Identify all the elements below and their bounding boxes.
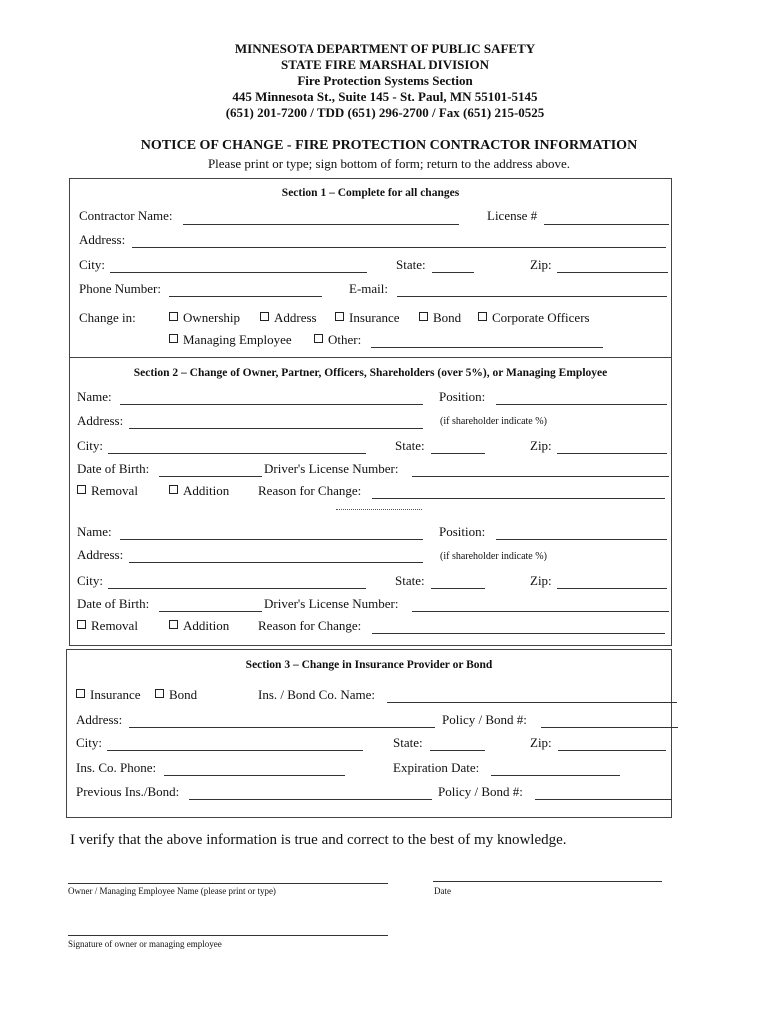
removal-label: Removal xyxy=(91,483,138,498)
person2-city-field[interactable] xyxy=(108,588,366,589)
verification-statement: I verify that the above information is true and correct to the best of my knowledge. xyxy=(70,832,567,848)
ownership-checkbox[interactable] xyxy=(169,310,240,326)
corporate-officers-label: Corporate Officers xyxy=(492,310,590,325)
s3-address-label: Address: xyxy=(76,712,123,727)
person1-reason-field[interactable] xyxy=(372,498,665,499)
license-label: License # xyxy=(487,208,538,223)
person2-shareholder-note: (if shareholder indicate %) xyxy=(440,551,547,562)
insurance-checkbox[interactable] xyxy=(76,687,141,703)
addition-label: Addition xyxy=(183,618,230,633)
bond-label: Bond xyxy=(169,687,198,702)
change-in-label: Change in: xyxy=(79,310,136,325)
person1-dob-label: Date of Birth: xyxy=(77,461,150,476)
checkbox-icon xyxy=(260,312,269,321)
person1-dob-field[interactable] xyxy=(159,476,262,477)
address-label: Address: xyxy=(79,232,126,247)
person1-position-label: Position: xyxy=(439,389,486,404)
address-checkbox[interactable] xyxy=(260,310,317,326)
person2-dob-label: Date of Birth: xyxy=(77,596,150,611)
phone-label: Phone Number: xyxy=(79,281,161,296)
person1-reason-label: Reason for Change: xyxy=(258,483,362,498)
signature-field[interactable] xyxy=(68,935,388,936)
s3-city-label: City: xyxy=(76,735,103,750)
bond-checkbox[interactable] xyxy=(155,687,197,703)
previous-label: Previous Ins./Bond: xyxy=(76,784,180,799)
zip-label: Zip: xyxy=(530,257,552,272)
checkbox-icon xyxy=(419,312,428,321)
checkbox-icon xyxy=(169,312,178,321)
addition-label: Addition xyxy=(183,483,230,498)
person1-position-field[interactable] xyxy=(496,404,667,405)
person2-city-label: City: xyxy=(77,573,104,588)
expiration-field[interactable] xyxy=(491,775,620,776)
person2-dl-field[interactable] xyxy=(412,611,669,612)
person1-addition-checkbox[interactable] xyxy=(169,483,229,499)
person2-name-field[interactable] xyxy=(120,539,423,540)
section-2-title: Section 2 – Change of Owner, Partner, Officers, Shareholders (over 5%), or Managing Employee xyxy=(133,367,608,379)
checkbox-icon xyxy=(335,312,344,321)
agency-address: 445 Minnesota St., Suite 145 - St. Paul, MN 55101-5145 xyxy=(232,89,538,104)
s3-state-label: State: xyxy=(393,735,423,750)
address-option-label: Address xyxy=(274,310,317,325)
person2-zip-field[interactable] xyxy=(557,588,667,589)
person2-addition-checkbox[interactable] xyxy=(169,618,229,634)
date-field[interactable] xyxy=(433,881,662,882)
person1-name-label: Name: xyxy=(77,389,112,404)
person2-dob-field[interactable] xyxy=(159,611,262,612)
insurance-label: Insurance xyxy=(90,687,141,702)
contractor-name-label: Contractor Name: xyxy=(79,208,173,223)
person2-reason-field[interactable] xyxy=(372,633,665,634)
state-label: State: xyxy=(396,257,426,272)
person2-position-label: Position: xyxy=(439,524,486,539)
person1-state-field[interactable] xyxy=(431,453,485,454)
person1-city-field[interactable] xyxy=(108,453,366,454)
checkbox-icon xyxy=(155,689,164,698)
person2-name-label: Name: xyxy=(77,524,112,539)
checkbox-icon xyxy=(77,485,86,494)
section-1-2-box xyxy=(69,178,672,646)
person2-zip-label: Zip: xyxy=(530,573,552,588)
other-checkbox[interactable] xyxy=(314,332,361,348)
corporate-officers-checkbox[interactable] xyxy=(478,310,590,326)
person2-reason-label: Reason for Change: xyxy=(258,618,362,633)
person1-address-label: Address: xyxy=(77,413,124,428)
ins-bond-co-field[interactable] xyxy=(387,702,677,703)
checkbox-icon xyxy=(169,334,178,343)
person2-state-field[interactable] xyxy=(431,588,485,589)
ins-phone-field[interactable] xyxy=(164,775,345,776)
notice-title: NOTICE OF CHANGE - FIRE PROTECTION CONTRACTOR INFORMATION xyxy=(140,138,638,153)
phone-field[interactable] xyxy=(169,296,322,297)
person1-name-field[interactable] xyxy=(120,404,423,405)
date-caption: Date xyxy=(434,886,451,896)
division-name: STATE FIRE MARSHAL DIVISION xyxy=(281,57,489,72)
agency-name: MINNESOTA DEPARTMENT OF PUBLIC SAFETY xyxy=(234,41,536,56)
section-divider xyxy=(70,357,671,358)
person2-state-label: State: xyxy=(395,573,425,588)
city-label: City: xyxy=(79,257,106,272)
person1-state-label: State: xyxy=(395,438,425,453)
checkbox-icon xyxy=(76,689,85,698)
person2-address-field[interactable] xyxy=(129,562,423,563)
person1-dl-field[interactable] xyxy=(412,476,669,477)
section-1-title: Section 1 – Complete for all changes xyxy=(281,187,460,199)
person2-dl-label: Driver's License Number: xyxy=(264,596,399,611)
address-field[interactable] xyxy=(132,247,666,248)
person1-dl-label: Driver's License Number: xyxy=(264,461,399,476)
checkbox-icon xyxy=(169,485,178,494)
removal-label: Removal xyxy=(91,618,138,633)
section-3-box xyxy=(66,649,672,818)
person-separator xyxy=(336,509,422,510)
person1-zip-field[interactable] xyxy=(557,453,667,454)
agency-phone: (651) 201-7200 / TDD (651) 296-2700 / Fax (651) 215-0525 xyxy=(225,105,545,120)
policy-bond-label: Policy / Bond #: xyxy=(442,712,527,727)
s3-city-field[interactable] xyxy=(107,750,363,751)
notice-subtitle: Please print or type; sign bottom of form; return to the address above. xyxy=(207,156,571,171)
s3-address-field[interactable] xyxy=(129,727,435,728)
s3-state-field[interactable] xyxy=(430,750,485,751)
other-field[interactable] xyxy=(371,347,603,348)
bond-checkbox[interactable] xyxy=(419,310,461,326)
zip-field[interactable] xyxy=(557,272,668,273)
license-field[interactable] xyxy=(544,224,669,225)
policy-bond-field[interactable] xyxy=(541,727,678,728)
section-name: Fire Protection Systems Section xyxy=(297,73,473,88)
signature-caption: Signature of owner or managing employee xyxy=(68,939,222,949)
person1-removal-checkbox[interactable] xyxy=(77,483,138,499)
policy-bond-2-field[interactable] xyxy=(535,799,672,800)
managing-employee-checkbox[interactable] xyxy=(169,332,292,348)
s3-zip-field[interactable] xyxy=(558,750,666,751)
city-field[interactable] xyxy=(110,272,367,273)
person1-address-field[interactable] xyxy=(129,428,423,429)
contractor-name-field[interactable] xyxy=(183,224,459,225)
person2-address-label: Address: xyxy=(77,547,124,562)
person1-shareholder-note: (if shareholder indicate %) xyxy=(440,416,547,427)
managing-employee-label: Managing Employee xyxy=(183,332,292,347)
section-3-title: Section 3 – Change in Insurance Provider or Bond xyxy=(245,659,493,671)
owner-name-caption: Owner / Managing Employee Name (please print or type) xyxy=(68,886,276,896)
checkbox-icon xyxy=(77,620,86,629)
other-label: Other: xyxy=(328,332,362,347)
person1-zip-label: Zip: xyxy=(530,438,552,453)
checkbox-icon xyxy=(314,334,323,343)
state-field[interactable] xyxy=(432,272,474,273)
checkbox-icon xyxy=(169,620,178,629)
person2-removal-checkbox[interactable] xyxy=(77,618,138,634)
bond-option-label: Bond xyxy=(433,310,462,325)
ins-bond-co-label: Ins. / Bond Co. Name: xyxy=(258,687,375,702)
owner-name-field[interactable] xyxy=(68,883,388,884)
s3-zip-label: Zip: xyxy=(530,735,552,750)
previous-field[interactable] xyxy=(189,799,432,800)
person2-position-field[interactable] xyxy=(496,539,667,540)
email-field[interactable] xyxy=(397,296,667,297)
insurance-checkbox[interactable] xyxy=(335,310,400,326)
ownership-label: Ownership xyxy=(183,310,241,325)
checkbox-icon xyxy=(478,312,487,321)
insurance-option-label: Insurance xyxy=(349,310,400,325)
expiration-label: Expiration Date: xyxy=(393,760,480,775)
policy-bond-2-label: Policy / Bond #: xyxy=(438,784,523,799)
email-label: E-mail: xyxy=(349,281,388,296)
person1-city-label: City: xyxy=(77,438,104,453)
ins-phone-label: Ins. Co. Phone: xyxy=(76,760,157,775)
